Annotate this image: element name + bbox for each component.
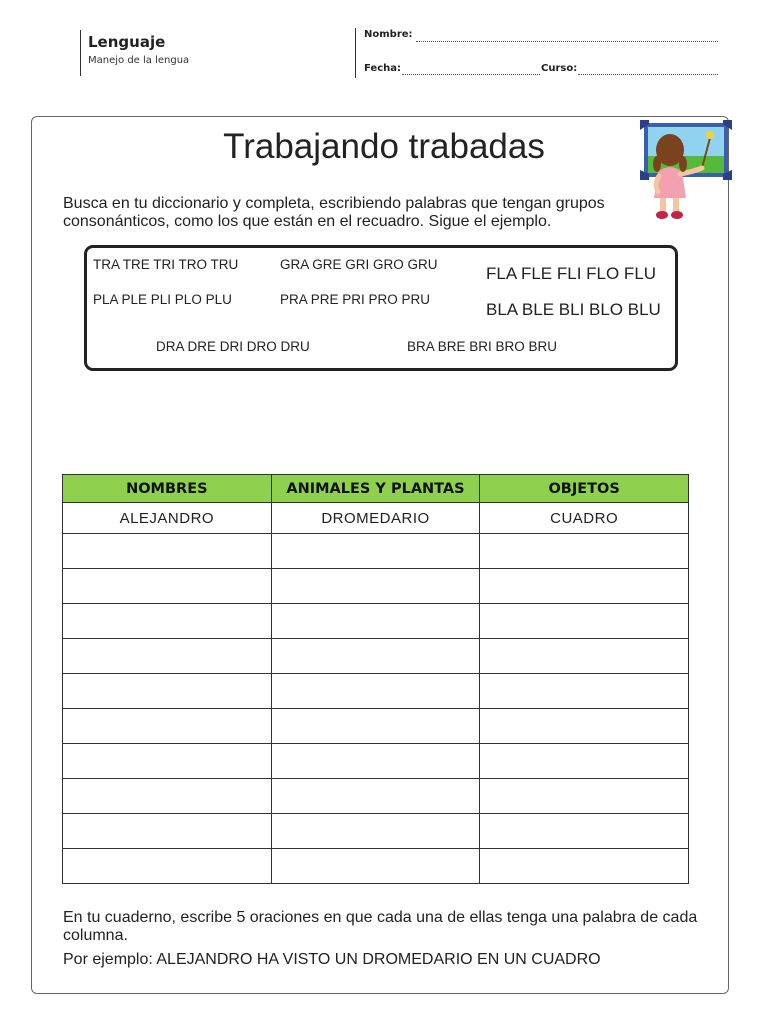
- subject-subtopic: Manejo de la lengua: [88, 55, 190, 66]
- date-label: Fecha:: [364, 63, 402, 74]
- answer-cell[interactable]: [271, 604, 480, 639]
- answer-cell[interactable]: [271, 709, 480, 744]
- answer-cell[interactable]: [271, 779, 480, 814]
- answer-cell[interactable]: [480, 639, 689, 674]
- table-row: [63, 604, 689, 639]
- answer-cell[interactable]: [63, 849, 272, 884]
- answer-cell[interactable]: [271, 849, 480, 884]
- answer-cell[interactable]: [63, 534, 272, 569]
- answer-cell[interactable]: [480, 814, 689, 849]
- name-field[interactable]: [416, 41, 718, 42]
- table-header-row: [63, 475, 689, 503]
- table-row: [63, 814, 689, 849]
- answer-cell[interactable]: [271, 674, 480, 709]
- answer-cell[interactable]: [63, 779, 272, 814]
- course-label: Curso:: [541, 63, 578, 74]
- answer-cell[interactable]: [63, 639, 272, 674]
- answer-cell[interactable]: [271, 639, 480, 674]
- answer-cell[interactable]: [271, 569, 480, 604]
- answer-cell[interactable]: [480, 849, 689, 884]
- answer-cell[interactable]: [480, 604, 689, 639]
- table-row: [63, 709, 689, 744]
- notebook-instruction: En tu cuaderno, escribe 5 oraciones en que cada una de ellas tenga una palabra de cada columna.: [63, 909, 698, 944]
- syllables-dr: DRA DRE DRI DRO DRU: [156, 339, 310, 354]
- column-header-animales-plantas: ANIMALES Y PLANTAS: [271, 475, 480, 503]
- date-field[interactable]: [402, 74, 540, 75]
- table-row: [63, 534, 689, 569]
- answer-cell[interactable]: [271, 534, 480, 569]
- syllables-bl: BLA BLE BLI BLO BLU: [486, 300, 661, 319]
- answer-cell[interactable]: [480, 709, 689, 744]
- syllables-fl: FLA FLE FLI FLO FLU: [486, 264, 657, 283]
- answer-cell[interactable]: [480, 744, 689, 779]
- table-row: [63, 569, 689, 604]
- answer-cell[interactable]: [63, 604, 272, 639]
- example-row: [63, 503, 689, 534]
- answer-cell[interactable]: [63, 744, 272, 779]
- student-info: [355, 28, 721, 78]
- syllables-pl: PLA PLE PLI PLO PLU: [93, 292, 232, 307]
- answer-cell[interactable]: [63, 674, 272, 709]
- word-table: [62, 474, 689, 884]
- worksheet-title: Trabajando trabadas: [223, 127, 545, 166]
- example-nombre: ALEJANDRO: [63, 503, 272, 534]
- table-row: [63, 744, 689, 779]
- syllables-br: BRA BRE BRI BRO BRU: [407, 339, 558, 354]
- answer-cell[interactable]: [480, 534, 689, 569]
- answer-cell[interactable]: [271, 814, 480, 849]
- answer-cell[interactable]: [271, 744, 480, 779]
- table-row: [63, 639, 689, 674]
- example-animal: DROMEDARIO: [271, 503, 480, 534]
- subject-title: Lenguaje: [88, 33, 166, 51]
- instructions: Busca en tu diccionario y completa, escribiendo palabras que tengan grupos consonánticos, como los que están en el recuadro. Sigue el ejemplo.: [63, 195, 605, 230]
- table-row: [63, 779, 689, 814]
- answer-cell[interactable]: [63, 569, 272, 604]
- answer-cell[interactable]: [480, 674, 689, 709]
- answer-cell[interactable]: [480, 779, 689, 814]
- example-sentence: Por ejemplo: ALEJANDRO HA VISTO UN DROMEDARIO EN UN CUADRO: [63, 951, 601, 968]
- example-objeto: CUADRO: [480, 503, 689, 534]
- table-row: [63, 849, 689, 884]
- answer-cell[interactable]: [63, 814, 272, 849]
- subject-header: [80, 30, 189, 76]
- syllables-pr: PRA PRE PRI PRO PRU: [280, 292, 431, 307]
- name-label: Nombre:: [364, 29, 413, 40]
- column-header-objetos: OBJETOS: [480, 475, 689, 503]
- answer-cell[interactable]: [63, 709, 272, 744]
- table-row: [63, 674, 689, 709]
- course-field[interactable]: [578, 74, 718, 75]
- answer-cell[interactable]: [480, 569, 689, 604]
- syllables-tr: TRA TRE TRI TRO TRU: [93, 257, 239, 272]
- column-header-nombres: NOMBRES: [63, 475, 272, 503]
- syllables-gr: GRA GRE GRI GRO GRU: [280, 257, 438, 272]
